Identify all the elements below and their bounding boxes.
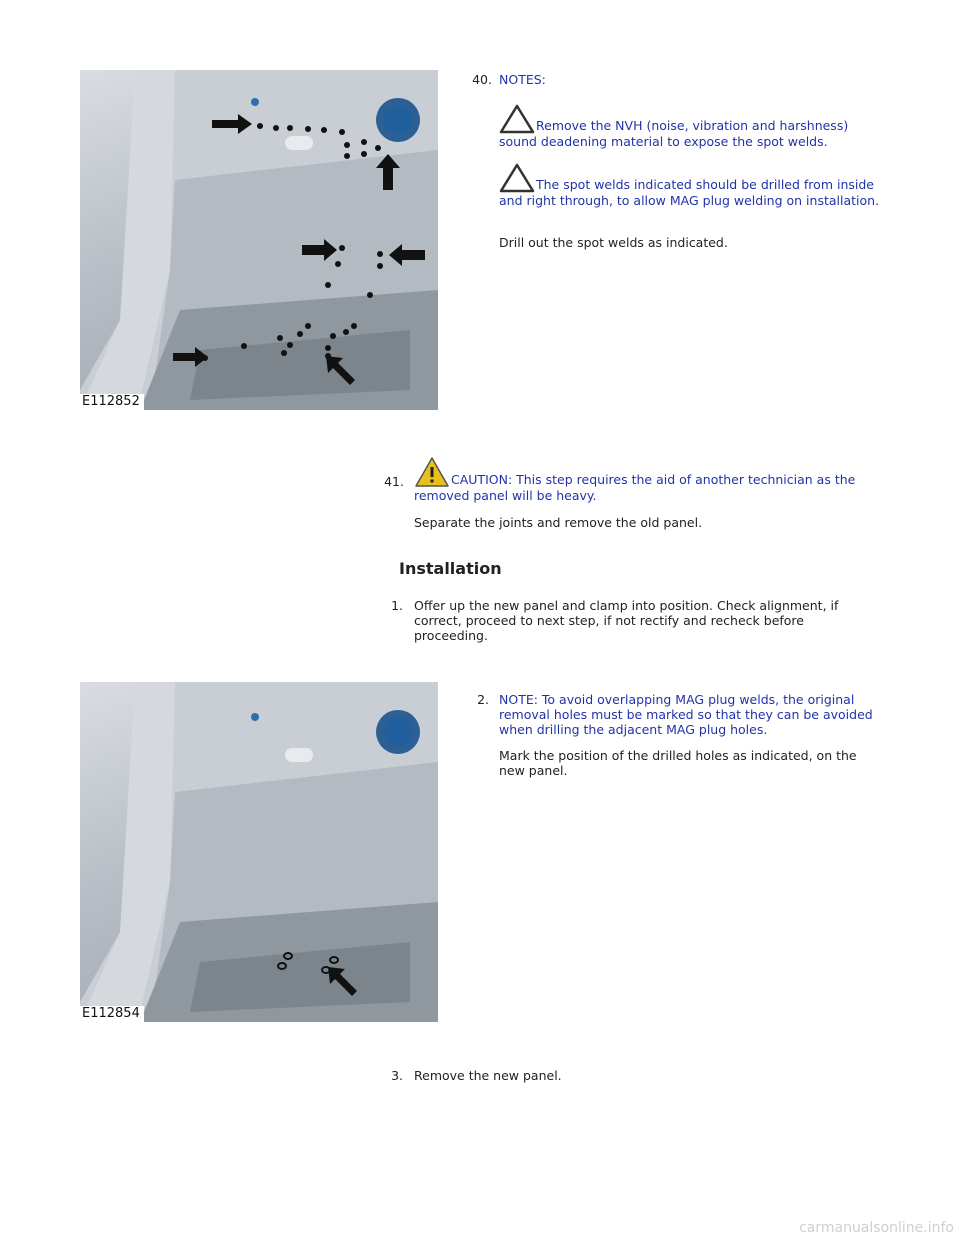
step-41-caution	[414, 456, 884, 503]
install-step-3-text: Remove the new panel.	[414, 1068, 562, 1083]
step-number-install-1: 1.	[391, 598, 403, 613]
install-step-2-note: NOTE: To avoid overlapping MAG plug welds, the original removal holes must be marked so that they can be avoided when drilling the adjacent MAG plug holes.	[499, 692, 873, 737]
step-40-notes-label: NOTES:	[499, 72, 546, 87]
panel-illustration-2	[80, 682, 438, 1022]
step-40-note-1	[499, 104, 889, 149]
warning-triangle-icon	[499, 104, 535, 134]
warning-triangle-icon	[499, 163, 535, 193]
panel-illustration-1	[80, 70, 438, 410]
step-number-install-2: 2.	[477, 692, 489, 707]
step-number-install-3: 3.	[391, 1068, 403, 1083]
step-number-40: 40.	[472, 72, 492, 87]
install-step-2-instruction: Mark the position of the drilled holes as indicated, on the new panel.	[499, 748, 857, 778]
section-title-installation: Installation	[399, 559, 502, 578]
install-step-1-text: Offer up the new panel and clamp into position. Check alignment, if correct, proceed to next step, if not rectify and recheck before proceeding.	[414, 598, 839, 643]
footer-watermark: carmanualsonline.info	[799, 1220, 954, 1236]
figure-mark-drilled-holes	[80, 682, 438, 1022]
step-40-instruction: Drill out the spot welds as indicated.	[499, 235, 728, 250]
step-41-caution-text: CAUTION: This step requires the aid of another technician as the removed panel will be heavy.	[414, 472, 856, 503]
figure-spot-welds-removal	[80, 70, 438, 410]
step-number-41: 41.	[384, 474, 404, 489]
step-41-instruction: Separate the joints and remove the old panel.	[414, 515, 703, 530]
caution-triangle-icon	[414, 456, 450, 488]
figure-label-2: E112854	[80, 1006, 144, 1022]
step-40-note-2-text: The spot welds indicated should be drilled from inside and right through, to allow MAG plug welding on installation.	[499, 177, 880, 208]
step-40-note-1-text: Remove the NVH (noise, vibration and harshness) sound deadening material to expose the spot welds.	[499, 118, 849, 149]
step-40-note-2	[499, 163, 889, 208]
figure-label-1: E112852	[80, 394, 144, 410]
